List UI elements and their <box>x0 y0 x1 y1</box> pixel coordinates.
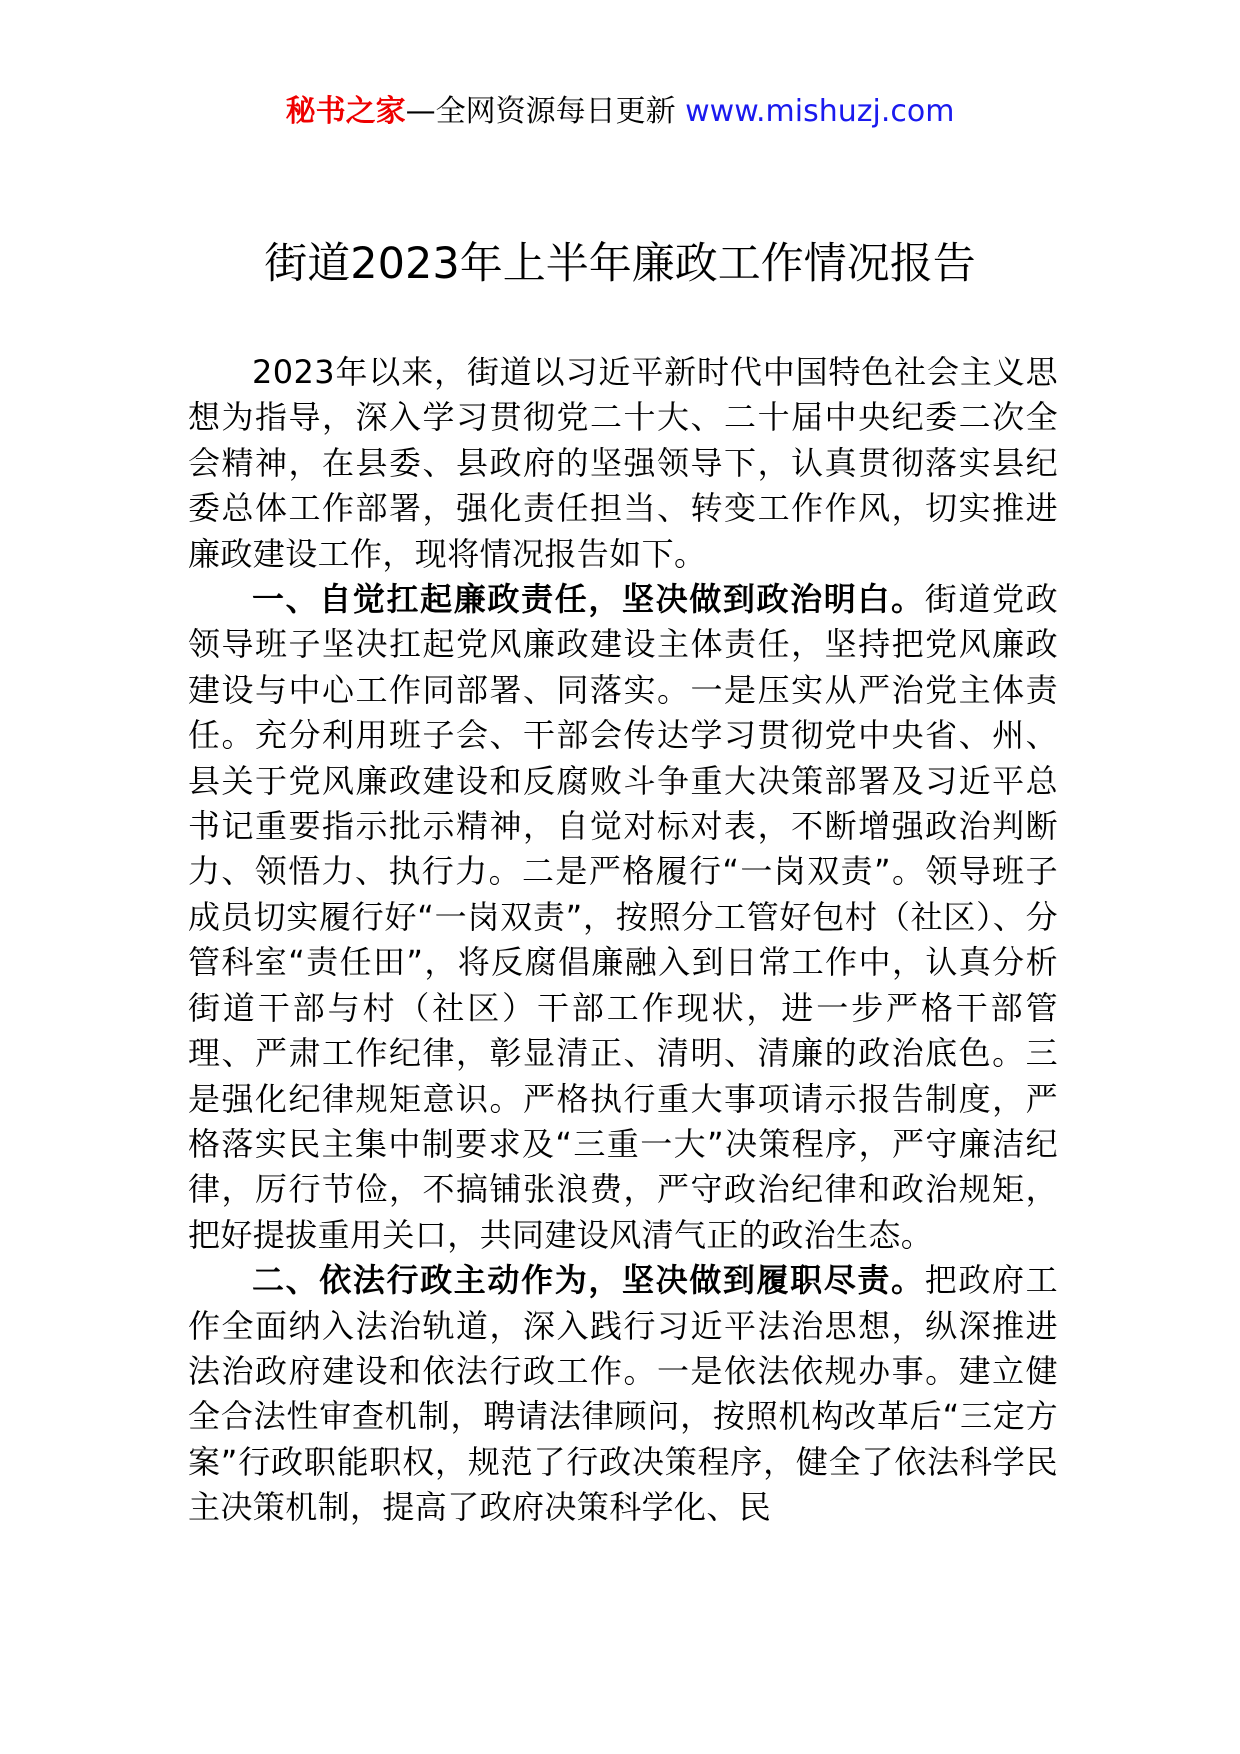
document-body <box>188 350 1058 1531</box>
site-url-link[interactable]: www.mishuzj.com <box>685 94 955 129</box>
paragraph-section-1 <box>188 577 1058 1258</box>
paragraph-heading: 二、依法行政主动作为，坚决做到履职尽责。 <box>252 1261 925 1300</box>
header-tagline: —全网资源每日更新 <box>405 94 676 129</box>
paragraph-text: 把政府工作全面纳入法治轨道，深入践行习近平法治思想，纵深推进法治政府建设和依法行政工作。一是依法依规办事。建立健全合法性审查机制，聘请法律顾问，按照机构改革后“三定方案”行政职能职权，规范了行政决策程序，健全了依法科学民主决策机制，提高了政府决策科学化、民 <box>188 1261 1058 1527</box>
paragraph-text: 街道党政领导班子坚决扛起党风廉政建设主体责任，坚持把党风廉政建设与中心工作同部署、同落实。一是压实从严治党主体责任。充分利用班子会、干部会传达学习贯彻党中央省、州、县关于党风廉政建设和反腐败斗争重大决策部署及习近平总书记重要指示批示精神，自觉对标对表，不断增强政治判断力、领悟力、执行力。二是严格履行“一岗双责”。领导班子成员切实履行好“一岗双责”，按照分工管好包村（社区）、分管科室“责任田”，将反腐倡廉融入到日常工作中，认真分析街道干部与村（社区）干部工作现状，进一步严格干部管理、严肃工作纪律，彰显清正、清明、清廉的政治底色。三是强化纪律规矩意识。严格执行重大事项请示报告制度，严格落实民主集中制要求及“三重一大”决策程序，严守廉洁纪律，厉行节俭，不搞铺张浪费，严守政治纪律和政治规矩，把好提拔重用关口，共同建设风清气正的政治生态。 <box>188 580 1058 1254</box>
paragraph-section-2 <box>188 1258 1058 1530</box>
brand-name: 秘书之家 <box>285 94 406 129</box>
paragraph-text: 2023年以来，街道以习近平新时代中国特色社会主义思想为指导，深入学习贯彻党二十大、二十届中央纪委二次全会精神，在县委、县政府的坚强领导下，认真贯彻落实县纪委总体工作部署，强化责任担当、转变工作作风，切实推进廉政建设工作，现将情况报告如下。 <box>188 353 1058 573</box>
paragraph-intro <box>188 350 1058 577</box>
paragraph-heading: 一、自觉扛起廉政责任，坚决做到政治明白。 <box>252 580 925 619</box>
site-header <box>0 92 1240 132</box>
document-title: 街道2023年上半年廉政工作情况报告 <box>264 239 976 289</box>
